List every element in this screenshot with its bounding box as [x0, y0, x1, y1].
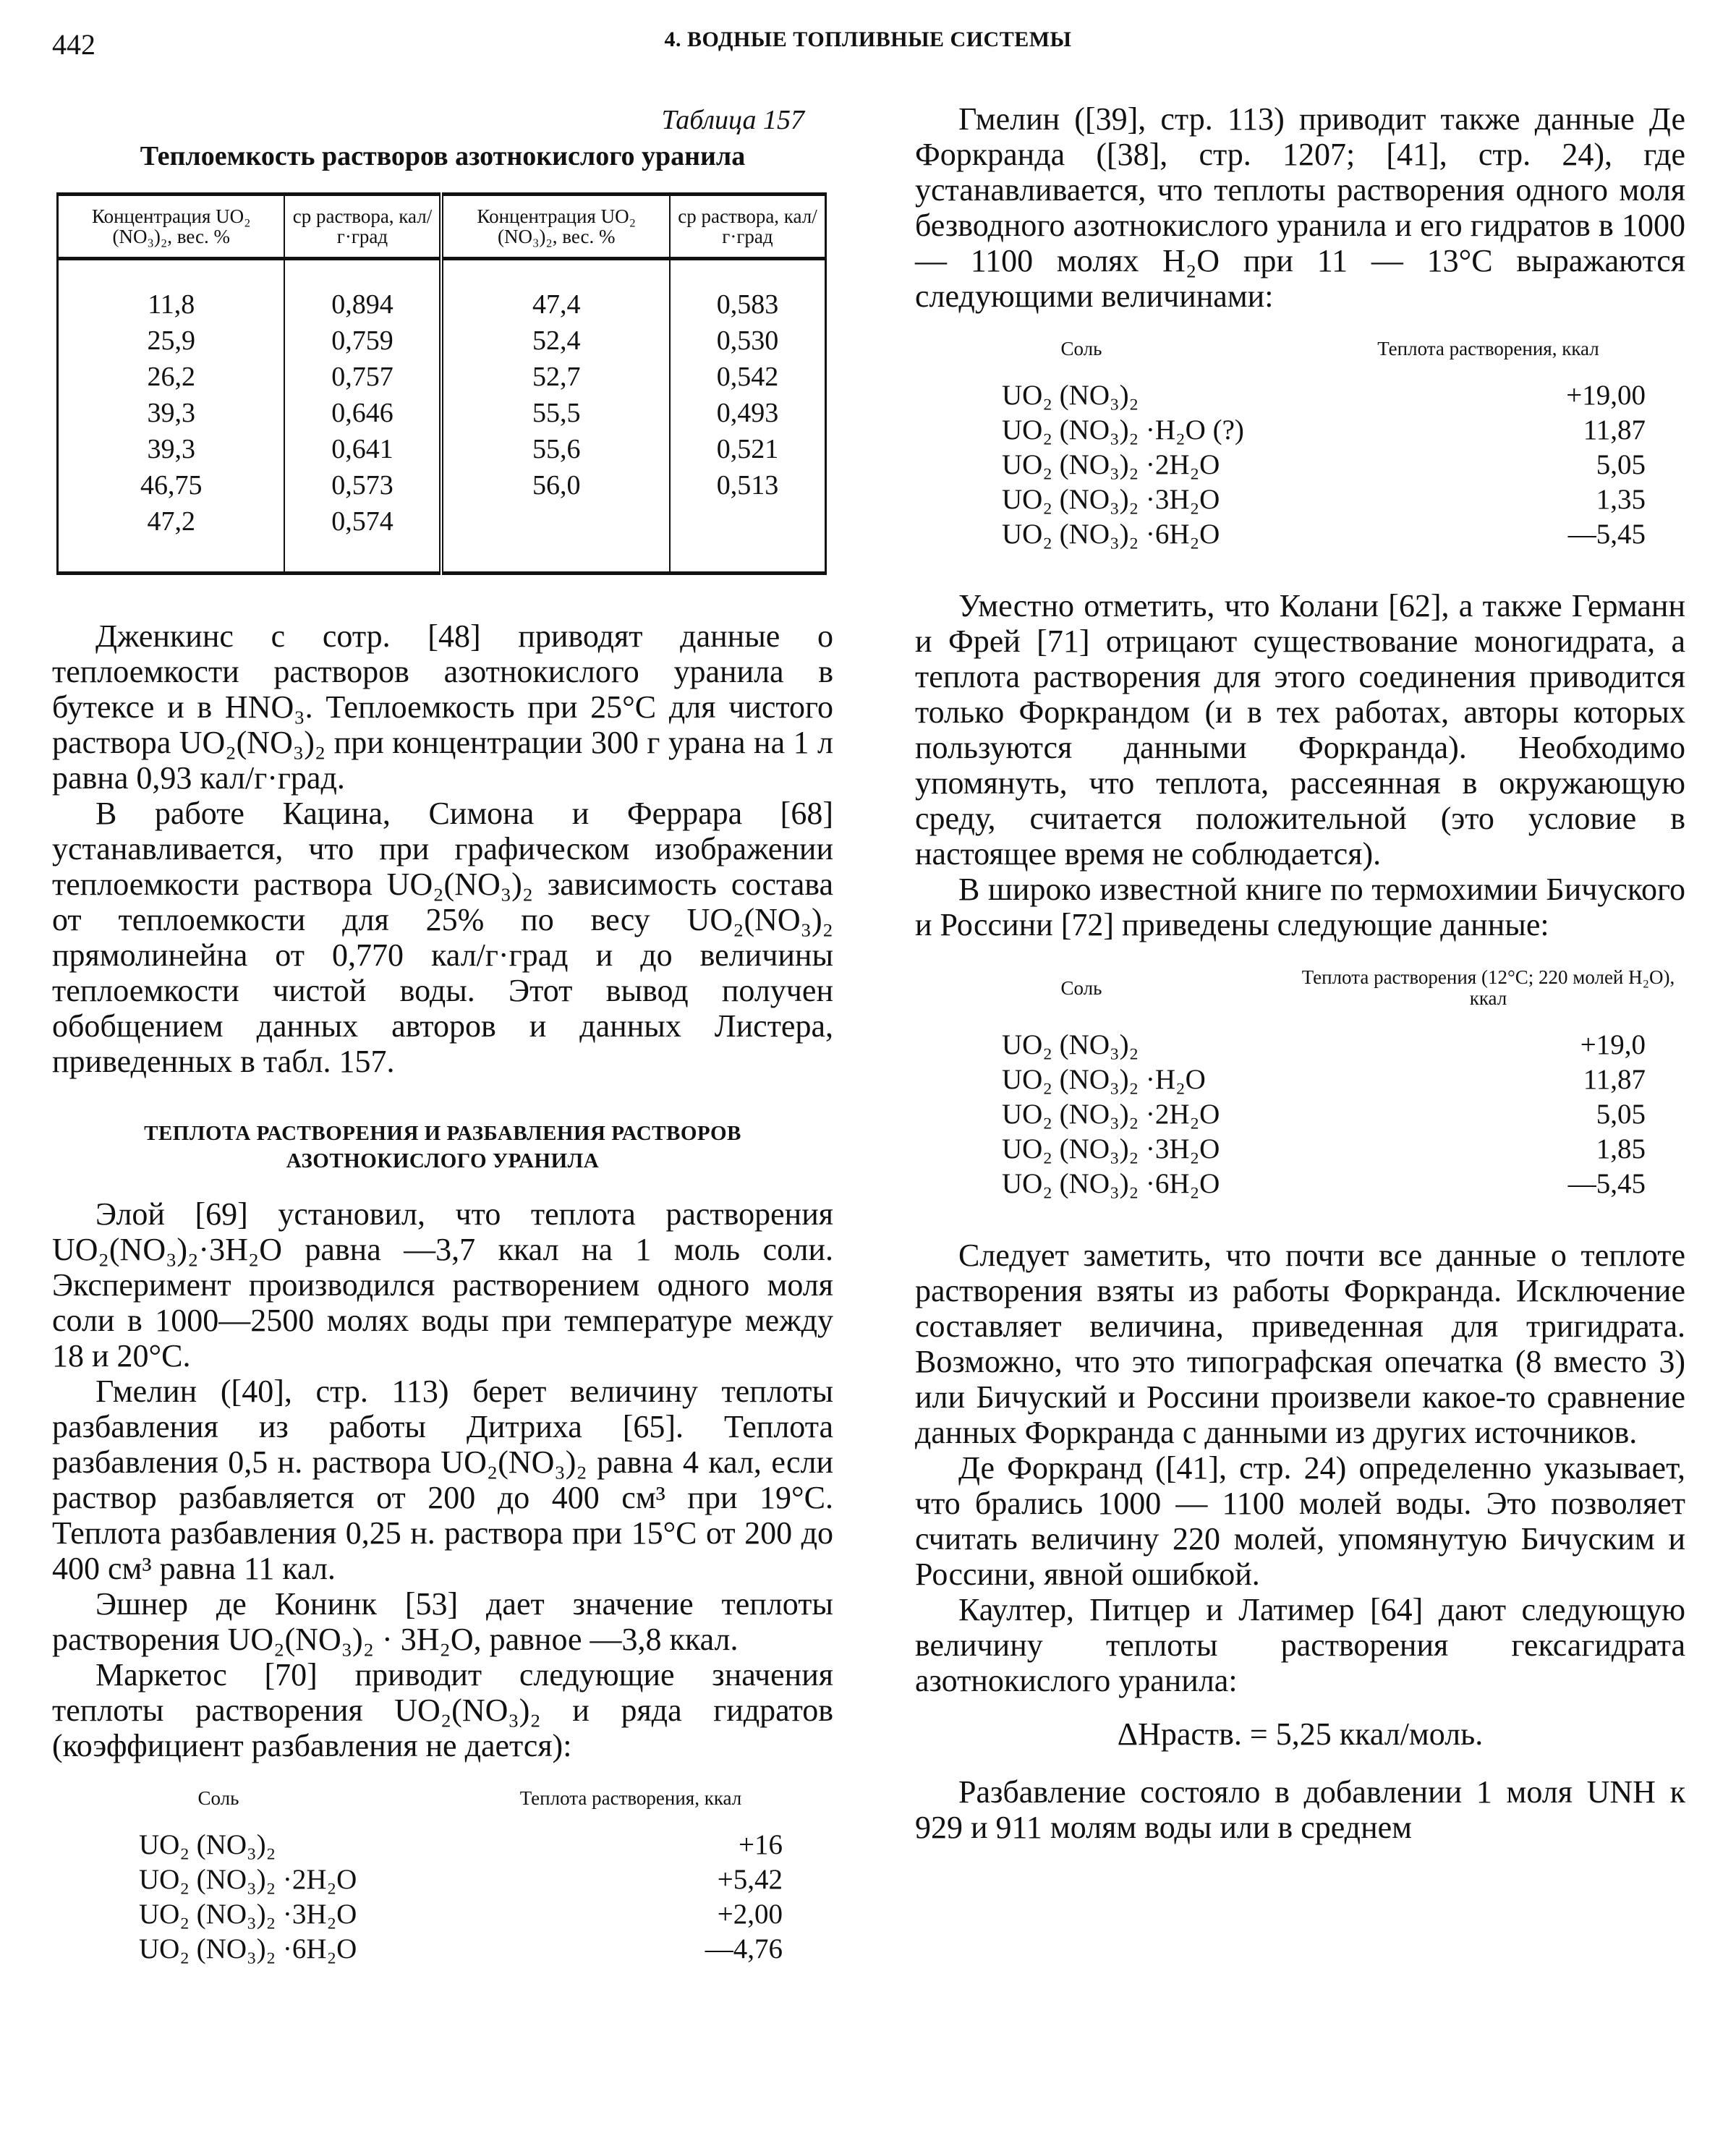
table-row [58, 259, 826, 323]
page-number: 442 [52, 28, 95, 61]
table-row [915, 482, 1685, 517]
cell-cp: 0,573 [284, 467, 441, 503]
cell-concentration: 39,3 [58, 395, 285, 431]
table-row [915, 517, 1685, 552]
col-header-salt: Соль [197, 1787, 239, 1809]
cell-cp: 0,894 [284, 259, 441, 323]
cell-concentration: 26,2 [58, 359, 285, 395]
paragraph-coulter: Каултер, Питцер и Латимер [64] дают следующую величину теплоты растворения гексагидрата азотнокислого уранила: [915, 1592, 1685, 1698]
forcrand-table [915, 338, 1685, 552]
table-row [915, 1097, 1685, 1132]
cell-heat: 1,85 [1596, 1133, 1646, 1164]
cell-salt: UO₂ (NO₃)₂ ·H₂O [1002, 1064, 1206, 1095]
cell-salt: UO₂ (NO₃)₂ ·3H₂O [1002, 1133, 1220, 1164]
table-row [58, 323, 826, 359]
paragraph-eloy: Элой [69] установил, что теплота растворения UO₂(NO₃)₂·3H₂O равна —3,7 ккал на 1 моль соли. Эксперимент производился растворением одного моля соли в 1000—2500 молях воды при температуре между 18 и 20°С. [52, 1196, 833, 1374]
cell-heat: +5,42 [717, 1864, 783, 1895]
table-header-row [52, 1788, 833, 1809]
cell-concentration: 47,4 [441, 259, 669, 323]
paragraph-colani: Уместно отметить, что Колани [62], а также Германн и Фрей [71] отрицают существование моногидрата, а теплота растворения для этого соединения приводится только Форкрандом (и в тех работах, авторы которых пользуются данными Форкранда). Необходимо упомянуть, что теплота, рассеянная в окружающую среду, считается положительной (это условие в настоящее время не соблюдается). [915, 588, 1685, 872]
cell-heat: +19,0 [1580, 1029, 1646, 1060]
cell-salt: UO₂ (NO₃)₂ ·6H₂O [1002, 519, 1220, 550]
marketos-table [52, 1788, 833, 1967]
cell-concentration: 46,75 [58, 467, 285, 503]
col-header-heat: Теплота растворения, ккал [1377, 338, 1599, 359]
cell-concentration: 55,5 [441, 395, 669, 431]
cell-concentration: 55,6 [441, 431, 669, 467]
cell-concentration: 39,3 [58, 431, 285, 467]
table-row [915, 1132, 1685, 1167]
cell-heat: —5,45 [1567, 519, 1646, 550]
cell-concentration [441, 503, 669, 574]
paragraph-de-forcrand: Де Форкранд ([41], стр. 24) определенно указывает, что брались 1000 — 1100 молей воды. Это позволяет считать величину 220 молей, упомянутую Бичуским и Россини, явной ошибкой. [915, 1450, 1685, 1592]
col-header-salt: Соль [1060, 338, 1102, 359]
table-row [58, 395, 826, 431]
cell-heat: +16 [739, 1829, 783, 1860]
cell-heat: 5,05 [1596, 449, 1646, 480]
cell-salt: UO₂ (NO₃)₂ ·2H₂O [1002, 449, 1220, 480]
table-header-row [915, 967, 1685, 1009]
cell-concentration: 56,0 [441, 467, 669, 503]
cell-concentration: 52,4 [441, 323, 669, 359]
cell-heat: 1,35 [1596, 484, 1646, 515]
cell-salt: UO₂ (NO₃)₂ ·H₂O (?) [1002, 414, 1244, 446]
table-row [58, 431, 826, 467]
table-row [915, 1063, 1685, 1097]
cell-salt: UO₂ (NO₃)₂ ·3H₂O [139, 1899, 357, 1930]
cell-salt: UO₂ (NO₃)₂ [139, 1829, 276, 1860]
table-row [915, 378, 1685, 413]
table-row [52, 1897, 833, 1932]
table-caption: Таблица 157 [661, 105, 804, 135]
cell-cp: 0,646 [284, 395, 441, 431]
cell-salt: UO₂ (NO₃)₂ ·2H₂O [1002, 1099, 1220, 1130]
cell-concentration: 47,2 [58, 503, 285, 574]
cell-cp: 0,513 [716, 470, 779, 501]
paragraph-bichowsky-intro: В широко известной книге по термохимии Бичуского и Россини [72] приведены следующие данные: [915, 872, 1685, 942]
cell-heat: +2,00 [717, 1899, 783, 1930]
running-head: 4. ВОДНЫЕ ТОПЛИВНЫЕ СИСТЕМЫ [664, 27, 1072, 51]
table-row [52, 1828, 833, 1862]
table-title: Теплоемкость растворов азотнокислого уранила [140, 141, 746, 171]
cell-concentration: 25,9 [58, 323, 285, 359]
table-row [58, 503, 826, 574]
paragraph-gmelin-dilution: Гмелин ([40], стр. 113) берет величину теплоты разбавления из работы Дитриха [65]. Теплота разбавления 0,5 н. раствора UO₂(NO₃)₂ равна 4 кал, если раствор разбавляется от 200 до 400 см³ при 19°С. Теплота разбавления 0,25 н. раствора при 15°С от 200 до 400 см³ равна 11 кал. [52, 1374, 833, 1586]
right-column [915, 94, 1685, 1845]
cell-cp: 0,759 [284, 323, 441, 359]
cell-heat: —4,76 [705, 1933, 783, 1964]
table-header-row [915, 338, 1685, 359]
bichowsky-table [915, 967, 1685, 1201]
paragraph-note-forcrand: Следует заметить, что почти все данные о теплоте растворения взяты из работы Форкранда. Исключение составляет величина, приведенная для тригидрата. Возможно, что это типографская опечатка (8 вместо 3) или Бичуский и Россини произвели какое-то сравнение данных Форкранда с данными из других источников. [915, 1238, 1685, 1450]
cell-salt: UO₂ (NO₃)₂ [1002, 380, 1139, 411]
col-header-heat: Теплота растворения (12°С; 220 молей H₂O), ккал [1301, 966, 1675, 1009]
paragraph-jenkins: Дженкинс с сотр. [48] приводят данные о теплоемкости растворов азотнокислого уранила в бутексе и в HNO₃. Теплоемкость при 25°С для чистого раствора UO₂(NO₃)₂ при концентрации 300 г урана на 1 л равна 0,93 кал/г·град. [52, 618, 833, 796]
cell-heat: —5,45 [1567, 1168, 1646, 1199]
col-header-concentration-2: Концентрация UO₂ (NO₃)₂, вес. % [441, 195, 669, 259]
cell-cp: 0,583 [716, 289, 779, 320]
table-row [52, 1932, 833, 1967]
paragraph-gmelin-forcrand: Гмелин ([39], стр. 113) приводит также данные Де Форкранда ([38], стр. 1207; [41], стр. 24), где устанавливается, что теплоты растворения одного моля безводного азотнокислого уранила и его гидратов в 1000 — 1100 молях H₂O при 11 — 13°С выражаются следующими величинами: [915, 101, 1685, 314]
cell-cp [670, 503, 826, 574]
cell-concentration: 11,8 [58, 259, 285, 323]
cell-cp: 0,757 [284, 359, 441, 395]
paragraph-katsin: В работе Кацина, Симона и Феррара [68] устанавливается, что при графическом изображении теплоемкости раствора UO₂(NO₃)₂ зависимость состава от теплоемкости для 25% по весу UO₂(NO₃)₂ прямолинейна от 0,770 кал/г·град и до величины теплоемкости чистой воды. Этот вывод получен обобщением данных авторов и данных Листера, приведенных в табл. 157. [52, 796, 833, 1079]
table-row [915, 413, 1685, 448]
col-header-cp-1: cp раствора, кал/г·град [284, 195, 441, 259]
cell-salt: UO₂ (NO₃)₂ [1002, 1029, 1139, 1060]
left-column [52, 94, 833, 1974]
table-row [52, 1862, 833, 1897]
table-row [915, 1167, 1685, 1201]
cell-salt: UO₂ (NO₃)₂ ·3H₂O [1002, 484, 1220, 515]
enthalpy-formula: ΔHраств. = 5,25 ккал/моль. [1117, 1716, 1484, 1752]
section-heading: ТЕПЛОТА РАСТВОРЕНИЯ И РАЗБАВЛЕНИЯ РАСТВОРОВ АЗОТНОКИСЛОГО УРАНИЛА [144, 1122, 741, 1172]
col-header-heat: Теплота растворения, ккал [519, 1787, 742, 1809]
cell-heat: 11,87 [1583, 1064, 1646, 1095]
cell-salt: UO₂ (NO₃)₂ ·6H₂O [1002, 1168, 1220, 1199]
paragraph-dilution: Разбавление состояло в добавлении 1 моля UNH к 929 и 911 молям воды или в среднем [915, 1774, 1685, 1845]
cell-cp: 0,574 [284, 503, 441, 574]
table-row [915, 1028, 1685, 1063]
table-header-row [58, 195, 826, 259]
cell-cp: 0,542 [716, 362, 779, 392]
cell-heat: 11,87 [1583, 414, 1646, 446]
col-header-cp-2: cp раствора, кал/г·град [670, 195, 826, 259]
cell-heat: +19,00 [1566, 380, 1646, 411]
cell-cp: 0,521 [716, 434, 779, 464]
heat-capacity-table [56, 192, 827, 575]
table-row [915, 448, 1685, 482]
cell-cp: 0,530 [716, 325, 779, 356]
table-row [58, 467, 826, 503]
cell-cp: 0,641 [284, 431, 441, 467]
cell-heat: 5,05 [1596, 1099, 1646, 1130]
table-row [58, 359, 826, 395]
cell-concentration: 52,7 [441, 359, 669, 395]
paragraph-marketos: Маркетос [70] приводит следующие значения теплоты растворения UO₂(NO₃)₂ и ряда гидратов (коэффициент разбавления не дается): [52, 1657, 833, 1763]
col-header-concentration-1: Концентрация UO₂ (NO₃)₂, вес. % [58, 195, 285, 259]
col-header-salt: Соль [1060, 976, 1102, 999]
paragraph-eschner: Эшнер де Конинк [53] дает значение теплоты растворения UO₂(NO₃)₂ · 3H₂O, равное —3,8 ккал. [52, 1586, 833, 1657]
cell-salt: UO₂ (NO₃)₂ ·6H₂O [139, 1933, 357, 1964]
cell-cp: 0,493 [716, 398, 779, 428]
cell-salt: UO₂ (NO₃)₂ ·2H₂O [139, 1864, 357, 1895]
